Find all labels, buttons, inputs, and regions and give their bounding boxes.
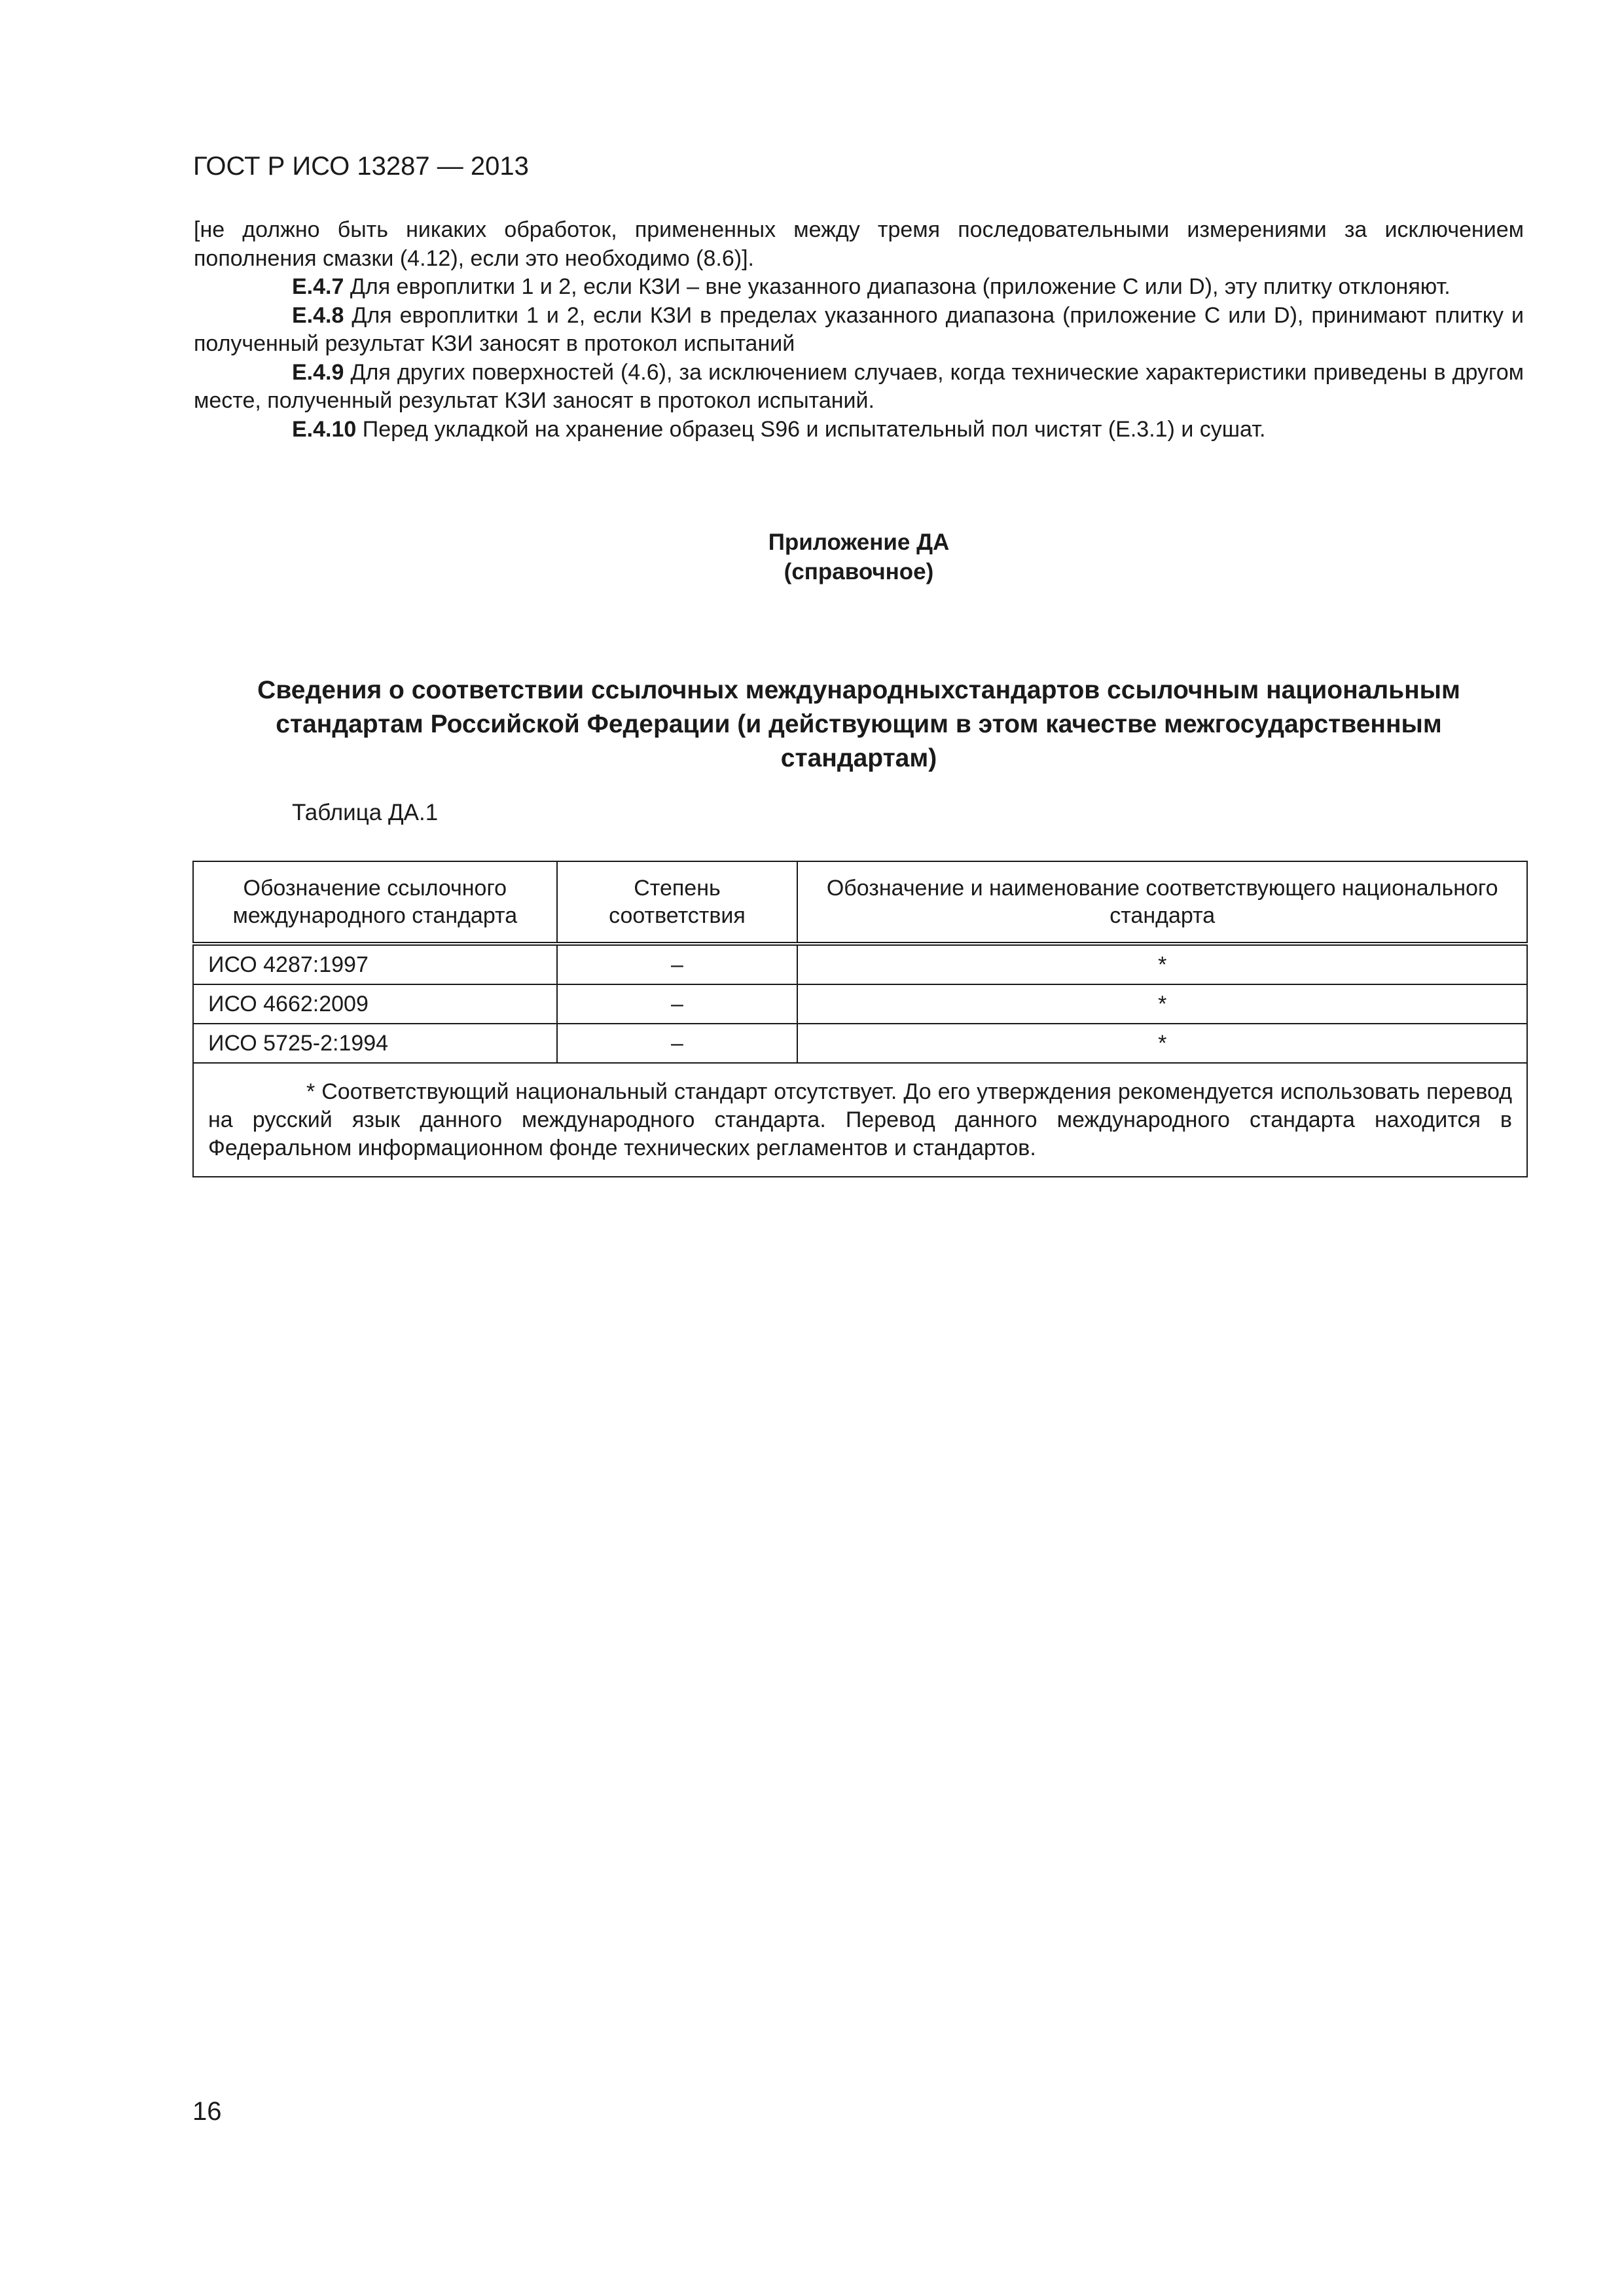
table-note <box>193 1063 1527 1177</box>
cell-designation: ИСО 4287:1997 <box>193 944 557 984</box>
clause-text: Перед укладкой на хранение образец S96 и испытательный пол чистят (Е.3.1) и сушат. <box>356 416 1266 442</box>
table-caption: Таблица ДА.1 <box>292 800 439 825</box>
note-body: Соответствующий национальный стандарт отсутствует. До его утверждения рекомендуется использовать перевод на русский язык данного международного стандарта. Перевод данного международного стандарта находится в Федеральном информационном фонде технических регламентов и стандартов. <box>208 1079 1512 1160</box>
paragraph-continuation: [не должно быть никаких обработок, примененных между тремя последовательными измерениями за исключением пополнения смазки (4.12), если это необходимо (8.6)]. <box>194 217 1524 271</box>
section-title-line: стандартам Российской Федерации (и действующим в этом качестве межгосударственным <box>276 710 1442 738</box>
cell-national: * <box>797 944 1527 984</box>
clause-e-4-10 <box>194 416 1524 444</box>
clause-text: Для европлитки 1 и 2, если КЗИ – вне указанного диапазона (приложение С или D), эту плитку отклоняют. <box>344 274 1451 299</box>
column-header-degree: Степень соответствия <box>557 861 798 944</box>
table-header-row <box>193 861 1527 944</box>
cell-national: * <box>797 1024 1527 1063</box>
clause-e-4-8 <box>194 302 1524 359</box>
clause-number: E.4.8 <box>292 302 344 328</box>
cell-national: * <box>797 984 1527 1024</box>
section-title-line: Сведения о соответствии ссылочных международныхстандартов ссылочным национальным <box>257 676 1460 704</box>
appendix-heading <box>194 528 1524 586</box>
clause-e-4-7 <box>194 273 1524 302</box>
clause-number: E.4.7 <box>292 274 344 299</box>
table-row <box>193 984 1527 1024</box>
appendix-title: Приложение ДА <box>768 529 950 555</box>
page-number: 16 <box>192 2097 222 2126</box>
cell-degree: – <box>557 984 798 1024</box>
note-mark: * <box>306 1079 316 1104</box>
cell-degree: – <box>557 1024 798 1063</box>
clause-text: Для европлитки 1 и 2, если КЗИ в пределах указанного диапазона (приложение С или D), принимают плитку и полученный результат КЗИ заносят в протокол испытаний <box>194 302 1524 356</box>
table-row <box>193 1024 1527 1063</box>
clause-number: E.4.10 <box>292 416 357 442</box>
cell-degree: – <box>557 944 798 984</box>
cell-designation: ИСО 4662:2009 <box>193 984 557 1024</box>
table-note-row <box>193 1063 1527 1177</box>
table-note-text <box>208 1078 1512 1162</box>
document-header: ГОСТ Р ИСО 13287 — 2013 <box>193 152 529 181</box>
clauses-block <box>194 216 1524 444</box>
clause-number: E.4.9 <box>292 359 344 385</box>
appendix-subtitle: (справочное) <box>784 559 934 584</box>
correspondence-table <box>192 861 1528 1177</box>
table-row <box>193 944 1527 984</box>
clause-e-4-9 <box>194 359 1524 416</box>
column-header-designation: Обозначение ссылочного международного стандарта <box>193 861 557 944</box>
column-header-national: Обозначение и наименование соответствующего национального стандарта <box>797 861 1527 944</box>
section-title-line: стандартам) <box>780 744 937 772</box>
clause-text: Для других поверхностей (4.6), за исключением случаев, когда технические характеристики приведены в другом месте, полученный результат КЗИ заносят в протокол испытаний. <box>194 359 1524 413</box>
cell-designation: ИСО 5725-2:1994 <box>193 1024 557 1063</box>
section-title <box>194 673 1524 776</box>
